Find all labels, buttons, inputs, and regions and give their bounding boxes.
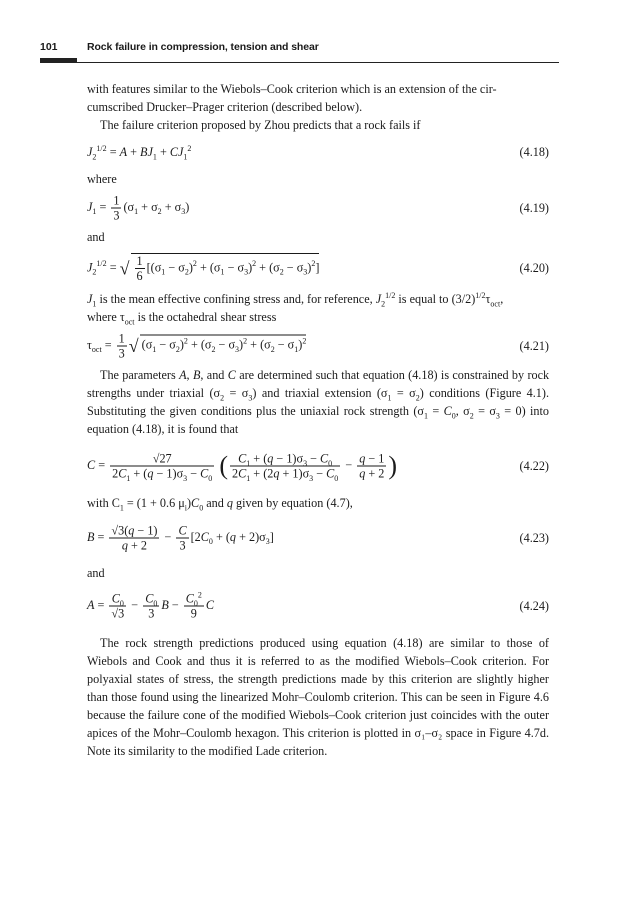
equation-4-21-math: $\tau_{oct}$ = $\frac{1}{3}$ √ $(\sigma_1 - \sigma_2)^2 + (\sigma_2 - \sigma_3)^2 + (\sigma_2 - \sigma_1)^2$ bbox=[87, 331, 307, 361]
equation-4-18 bbox=[87, 134, 549, 170]
equation-number: (4.21) bbox=[519, 339, 549, 353]
equation-4-19 bbox=[87, 188, 549, 228]
header-rule bbox=[40, 62, 559, 63]
equation-number: (4.18) bbox=[519, 145, 549, 159]
paragraph-3: $J_1$ is the mean effective confining stress and, for reference, $J_2^{1/2}$ is equal to $(3/2)^{1/2}\tau_{oct}$, where $\tau_{oct}$ is the octahedral shear stress bbox=[87, 290, 504, 327]
equation-4-23 bbox=[87, 512, 549, 564]
where-text: where bbox=[87, 172, 117, 186]
running-header bbox=[40, 41, 560, 61]
equation-number: (4.22) bbox=[519, 459, 549, 473]
paragraph-1: with features similar to the Wiebols–Cook criterion which is an extension of the cir- cumscribed Drucker–Prager criterion (described below). bbox=[87, 82, 497, 114]
and-text-1: and bbox=[87, 230, 105, 244]
equation-4-20 bbox=[87, 246, 549, 290]
equation-4-20-math: $J_2^{1/2}$ = √ $\frac{1}{6}$ $[(\sigma_1 - \sigma_2)^2 + (\sigma_1 - \sigma_3)^2 + (\sigma_2 - \sigma_3)^2]$ bbox=[87, 254, 320, 283]
equation-4-18-math: $J_2^{1/2} = A + BJ_1 + CJ_1^2$ bbox=[87, 143, 192, 162]
equation-4-22-math: C = $\frac{√27}{2C_1 + (q - 1)\sigma_3 - C_0}$ ( $\frac{C_1 + (q - 1)\sigma_3 - C_0}{2C_1 + (2q + 1)\sigma_3 - C_0}$ − $\frac{q - 1}{q + 2}$ ) bbox=[87, 451, 398, 483]
chapter-title: Rock failure in compression, tension and shear bbox=[87, 41, 319, 53]
paragraph-2: The failure criterion proposed by Zhou predicts that a rock fails if bbox=[100, 118, 421, 132]
paragraph-5: with $C_1 = (1 + 0.6$ $\mu_i)C_0$ and q given by equation (4.7), bbox=[87, 496, 353, 513]
page-number: 101 bbox=[40, 41, 58, 53]
equation-4-22 bbox=[87, 438, 549, 494]
equation-number: (4.23) bbox=[519, 531, 549, 545]
equation-4-24-math: A = $\frac{C_0}{√3}$ − $\frac{C_0}{3}$ B − $\frac{C_0^2}{9}$ C bbox=[87, 590, 215, 621]
equation-4-24 bbox=[87, 582, 549, 630]
equation-number: (4.20) bbox=[519, 261, 549, 275]
and-text-2: and bbox=[87, 566, 105, 580]
equation-4-19-math: $J_1$ = $\frac{1}{3}$ $(\sigma_1 + \sigma_2 + \sigma_3)$ bbox=[87, 193, 190, 223]
equation-4-23-math: B = $\frac{√3(q - 1)}{q + 2}$ − $\frac{C}{3}$ $[2C_0 + (q + 2)\sigma_3]$ bbox=[87, 523, 274, 553]
body-text bbox=[87, 80, 549, 760]
equation-4-21 bbox=[87, 326, 549, 366]
equation-number: (4.19) bbox=[519, 201, 549, 215]
paragraph-4: The parameters A, B, and C are determined such that equation (4.18) is constrained by rock strengths under triaxial $(\sigma_2 = \sigma_3)$ and triaxial extension $(\sigma_1 = \sigma_2)$ conditions (Figure 4.1). Substituting the given conditions plus the uniaxial rock strength ($\sigma_1 = C_0$, $\sigma_2 = \sigma_3 = 0$) into equation (4.18), it is found that bbox=[87, 368, 550, 436]
paragraph-6: The rock strength predictions produced using equation (4.18) are similar to those of Wiebols and Cook and thus it is referred to as the modified Wiebols–Cook criterion. For polyaxial states of stress, the strength predictions made by this criterion are slightly higher than those found using the linearized Mohr–Coulomb criterion. This can be seen in Figure 4.6 because the failure cone of the modified Wiebols–Cook criterion just coincides with the outer apices of the Mohr–Coulomb hexagon. This criterion is plotted in σ₁–σ₂ space in Figure 4.7d. Note its similarity to the modified Lade criterion. bbox=[87, 636, 550, 758]
equation-number: (4.24) bbox=[519, 599, 549, 613]
